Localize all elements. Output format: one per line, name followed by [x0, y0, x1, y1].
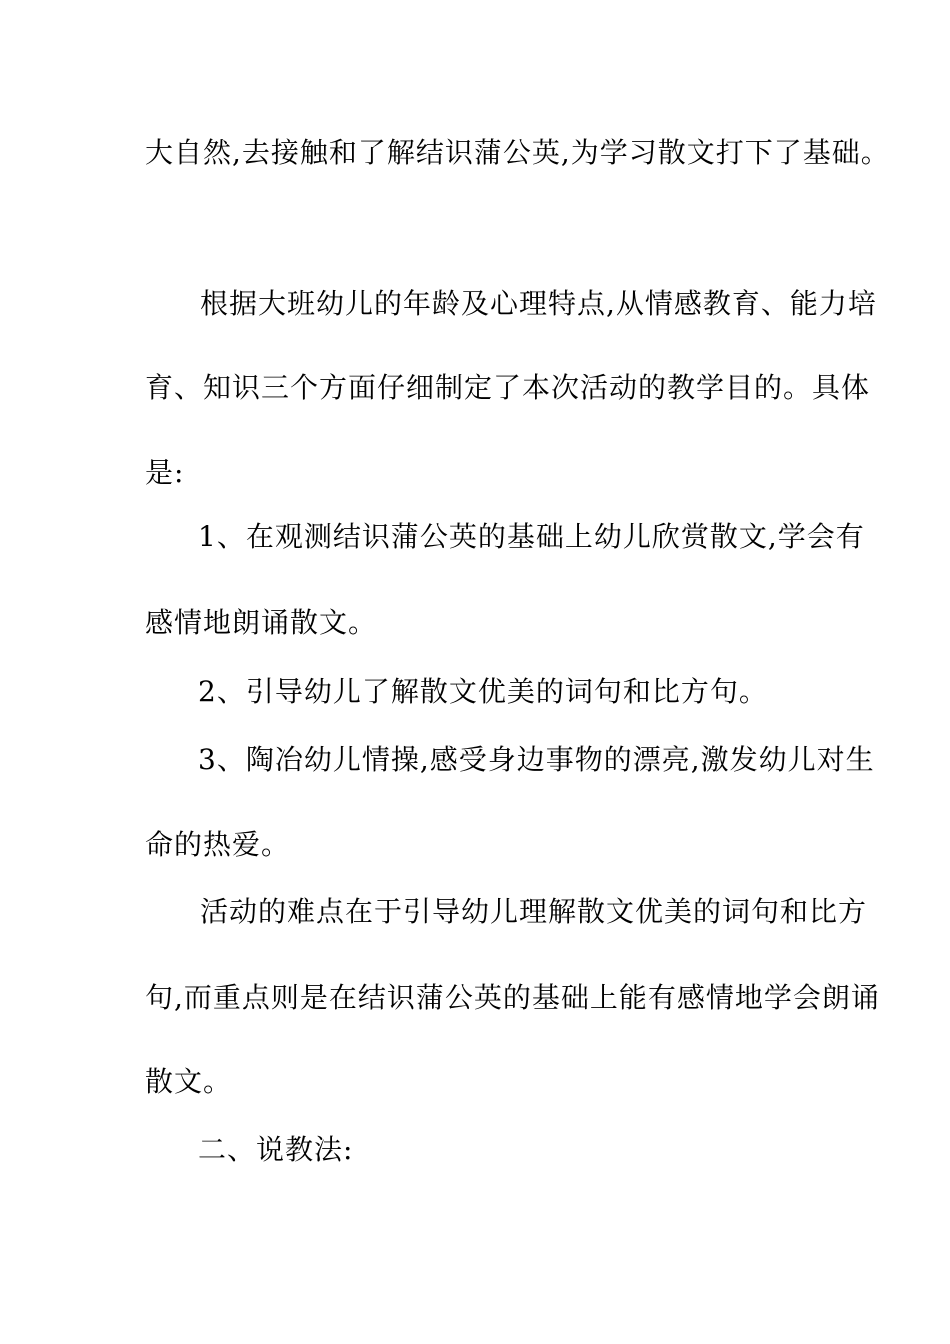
paragraph-line: 是:	[145, 456, 185, 489]
paragraph-line: 育、知识三个方面仔细制定了本次活动的教学目的。具体	[145, 371, 871, 404]
list-item-line: 2、引导幼儿了解散文优美的词句和比方句。	[198, 675, 768, 708]
paragraph-line: 大自然,去接触和了解结识蒲公英,为学习散文打下了基础。	[145, 136, 890, 169]
paragraph-line: 根据大班幼儿的年龄及心理特点,从情感教育、能力培	[200, 287, 877, 320]
paragraph-line: 句,而重点则是在结识蒲公英的基础上能有感情地学会朗诵	[145, 981, 880, 1014]
paragraph-line: 活动的难点在于引导幼儿理解散文优美的词句和比方	[200, 895, 868, 928]
paragraph-line: 散文。	[145, 1065, 233, 1098]
list-item-line: 1、在观测结识蒲公英的基础上幼儿欣赏散文,学会有	[198, 520, 865, 553]
list-item-line: 感情地朗诵散文。	[145, 606, 378, 639]
section-heading: 二、说教法:	[198, 1133, 354, 1166]
list-item-line: 命的热爱。	[145, 828, 291, 861]
list-item-line: 3、陶冶幼儿情操,感受身边事物的漂亮,激发幼儿对生	[198, 743, 875, 776]
